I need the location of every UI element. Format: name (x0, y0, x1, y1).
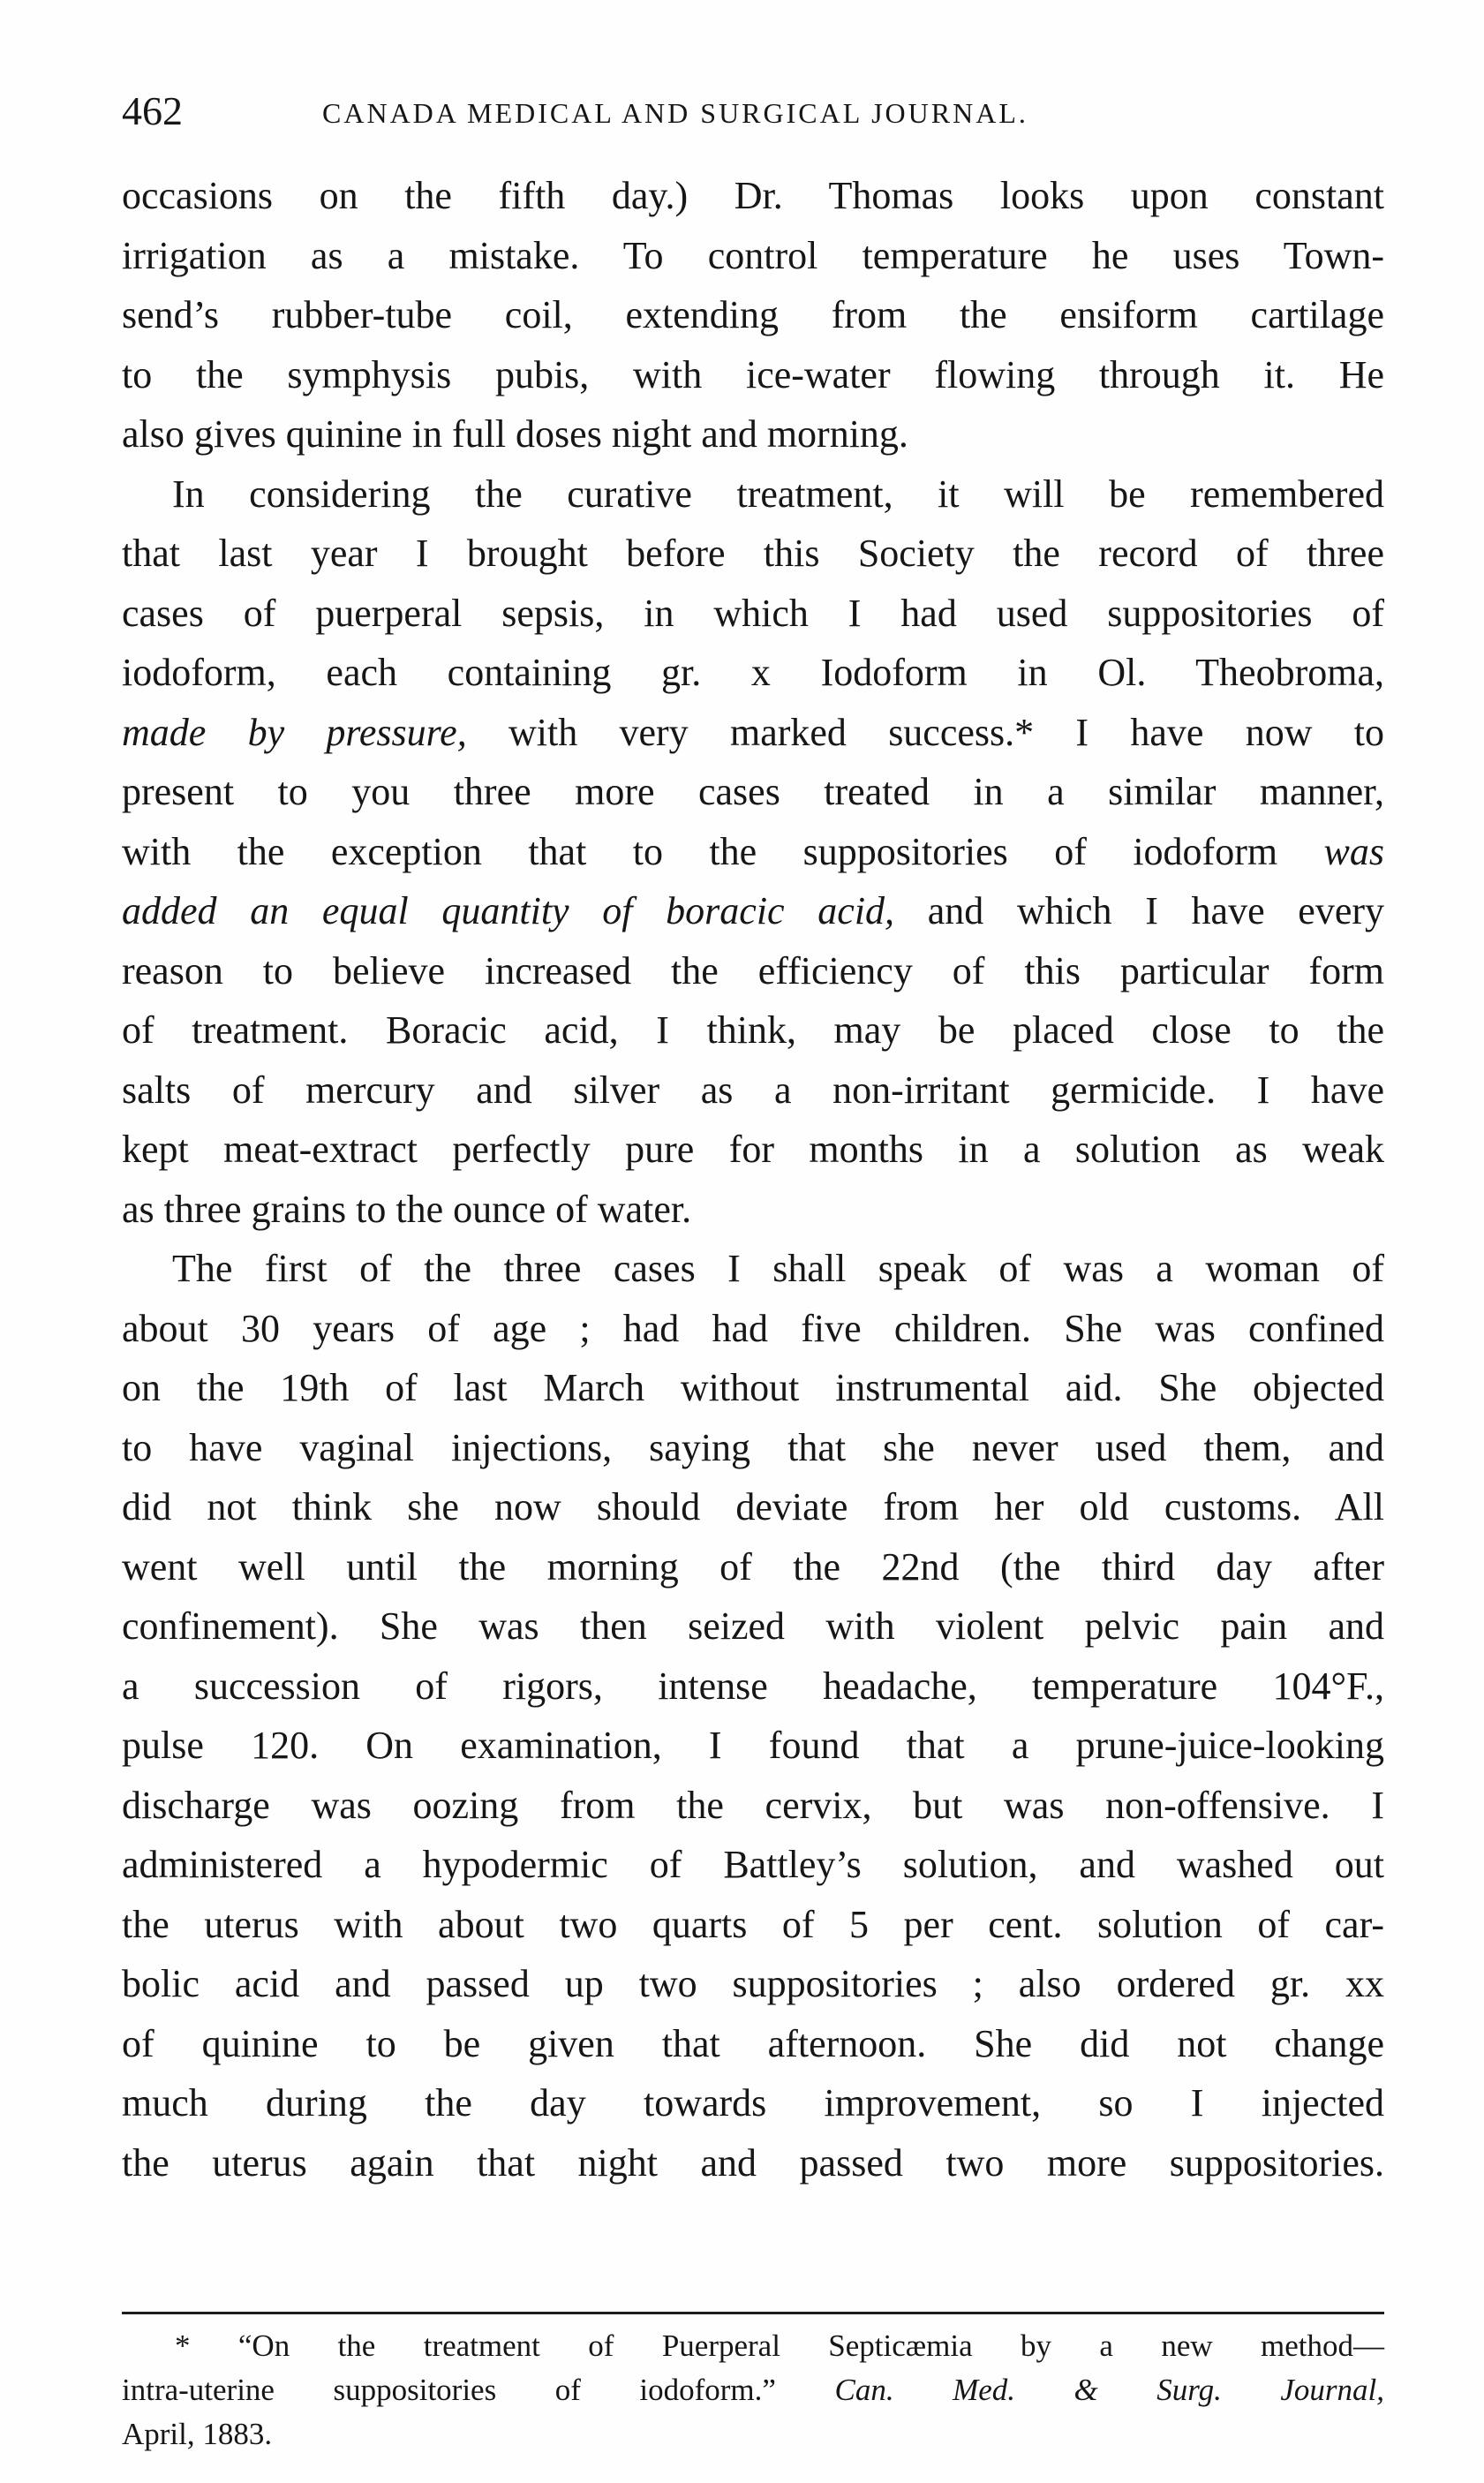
text-line: discharge was oozing from the cervix, but was non-offensive. I (122, 1783, 1384, 1827)
text-line (122, 703, 1384, 763)
text-line (122, 822, 1384, 882)
text-line: occasions on the fifth day.) Dr. Thomas looks upon constant (122, 174, 1384, 217)
text-line: reason to believe increased the efficiency of this particular form (122, 948, 1384, 992)
footnote-line: April, 1883. (122, 2417, 273, 2451)
text-line: went well until the morning of the 22nd (the third day after (122, 1544, 1384, 1589)
footnote-line: * “On the treatment of Puerperal Septicæmia by a new method— (175, 2328, 1384, 2363)
text-line: send’s rubber-tube coil, extending from the ensiform cartilage (122, 293, 1384, 336)
footnote-citation: Can. Med. & Surg. Journal, (834, 2373, 1384, 2407)
text-line: the uterus again that night and passed two more suppositories. (122, 2140, 1384, 2185)
italic-phrase: was (1323, 829, 1384, 873)
text-line: of quinine to be given that afternoon. She did not change (122, 2021, 1384, 2065)
text-line: irrigation as a mistake. To control temperature he uses Town- (122, 233, 1384, 277)
text-line: about 30 years of age ; had had five children. She was confined (122, 1306, 1384, 1350)
text-line: also gives quinine in full doses night and morning. (122, 412, 908, 456)
footnote-lead: intra-uterine suppositories of iodoform.” (122, 2373, 835, 2407)
footnote-rule (122, 2312, 1384, 2314)
text-line: much during the day towards improvement, so I injected (122, 2081, 1384, 2125)
text-line: to the symphysis pubis, with ice-water flowing through it. He (122, 352, 1384, 396)
running-head (122, 85, 1384, 138)
italic-phrase: made by pressure, (122, 710, 467, 754)
text-line: bolic acid and passed up two suppositories ; also ordered gr. xx (122, 1962, 1384, 2005)
text-line: on the 19th of last March without instrumental aid. She objected (122, 1366, 1384, 1409)
footnote (122, 2324, 1384, 2457)
journal-title: CANADA MEDICAL AND SURGICAL JOURNAL. (322, 97, 1028, 129)
text-line: iodoform, each containing gr. x Iodoform in Ol. Theobroma, (122, 651, 1384, 694)
text-line: the uterus with about two quarts of 5 per cent. solution of car- (122, 1902, 1384, 1946)
text-line: confinement). She was then seized with violent pelvic pain and (122, 1604, 1384, 1648)
text-line: of treatment. Boracic acid, I think, may be placed close to the (122, 1008, 1384, 1052)
text-line: that last year I brought before this Society the record of three (122, 532, 1384, 575)
line-lead: with the exception that to the suppositories of iodoform (122, 829, 1324, 873)
text-line: did not think she now should deviate from her old customs. All (122, 1485, 1384, 1528)
text-line: administered a hypodermic of Battley’s solution, and washed out (122, 1843, 1384, 1886)
text-line: cases of puerperal sepsis, in which I had used suppositories of (122, 591, 1384, 635)
line-remainder: with very marked success.* I have now to (466, 710, 1385, 754)
text-line: pulse 120. On examination, I found that a prune-juice-looking (122, 1724, 1384, 1767)
text-line: a succession of rigors, intense headache, temperature 104°F., (122, 1664, 1384, 1708)
text-line: present to you three more cases treated in a similar manner, (122, 770, 1384, 813)
text-line: kept meat-extract perfectly pure for months in a solution as weak (122, 1128, 1384, 1171)
text-line: salts of mercury and silver as a non-irritant germicide. I have (122, 1068, 1384, 1112)
italic-phrase: added an equal quantity of boracic acid, (122, 889, 895, 932)
paragraph-start-line: The first of the three cases I shall speak of was a woman of (172, 1247, 1384, 1290)
paragraph-start-line: In considering the curative treatment, it will be remembered (172, 472, 1384, 516)
line-remainder: and which I have every (894, 889, 1385, 932)
text-line: as three grains to the ounce of water. (122, 1187, 692, 1231)
body-text (122, 166, 1384, 2192)
footnote-line (122, 2368, 1384, 2412)
text-line (122, 881, 1384, 941)
page-number: 462 (122, 88, 183, 133)
text-line: to have vaginal injections, saying that she never used them, and (122, 1425, 1384, 1469)
